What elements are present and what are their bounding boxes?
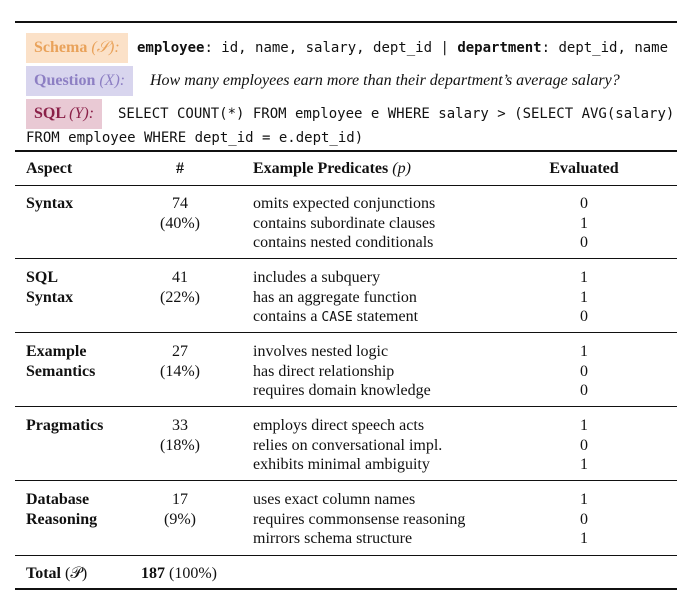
schema-text: employee: id, name, salary, dept_id | department: dept_id, name — [137, 40, 669, 56]
header-aspect: Aspect — [26, 160, 73, 177]
predicate-text — [253, 416, 424, 436]
predicate-text-part: contains a — [253, 308, 322, 325]
predicate-text-part: mirrors schema structure — [253, 530, 413, 547]
evaluated-value: 0 — [580, 362, 588, 380]
evaluated-value: 1 — [580, 288, 588, 306]
predicate-code: CASE — [321, 310, 353, 325]
aspect-label: SQL — [26, 269, 59, 286]
bottom-rule — [15, 588, 677, 590]
predicate-text — [253, 381, 431, 401]
evaluated-value: 1 — [580, 491, 588, 508]
sql-tag: SQL (Y): — [26, 99, 102, 129]
predicate-text — [253, 342, 388, 362]
total-label: Total (𝒫) — [26, 565, 88, 582]
count-value: 27 — [172, 343, 188, 360]
count-percent: (14%) — [160, 362, 200, 380]
row-divider — [15, 480, 677, 481]
predicate-text-part: has an aggregate function — [253, 288, 417, 306]
predicate-text-part: uses exact column names — [253, 491, 416, 508]
count-percent: (18%) — [160, 436, 200, 454]
predicate-text — [253, 268, 380, 288]
aspect-label: Database — [26, 491, 90, 508]
aspect-label: Example — [26, 343, 87, 360]
aspect-cell — [26, 194, 73, 214]
schema-tag: Schema (𝒮): — [26, 33, 128, 63]
predicate-text — [253, 436, 442, 456]
aspect-cell — [26, 416, 103, 436]
evaluated-value: 1 — [580, 456, 588, 473]
evaluated-value: 1 — [580, 530, 588, 547]
evaluated-value: 0 — [580, 195, 588, 212]
total-rule — [15, 555, 677, 556]
predicate-text-part: has direct relationship — [253, 362, 395, 380]
count-cell — [150, 268, 210, 307]
evaluated-value: 0 — [580, 382, 588, 399]
aspect-cell — [26, 268, 73, 307]
aspect-label: Reasoning — [26, 510, 98, 528]
sql-query-line-1: SELECT COUNT(*) FROM employee e WHERE salary > (SELECT AVG(salary) — [118, 106, 675, 122]
header-count: # — [176, 160, 184, 177]
header-predicates: Example Predicates (p) — [253, 160, 411, 177]
aspect-cell — [26, 490, 97, 529]
aspect-cell — [26, 342, 95, 381]
evaluated-value: 0 — [580, 234, 588, 251]
sql-query-line-2: FROM employee WHERE dept_id = e.dept_id) — [26, 130, 364, 146]
count-percent: (9%) — [164, 510, 196, 528]
count-percent: (22%) — [160, 288, 200, 306]
predicate-text-part: exhibits minimal ambiguity — [253, 456, 430, 473]
table-top-rule — [15, 150, 677, 152]
count-value: 33 — [172, 417, 188, 434]
count-percent: (40%) — [160, 214, 200, 232]
predicate-text — [253, 288, 417, 308]
question-tag: Question (X): — [26, 66, 133, 96]
predicate-text — [253, 455, 430, 475]
evaluated-value: 0 — [580, 510, 588, 528]
total-count: 187 (100%) — [141, 565, 217, 582]
predicate-text — [253, 362, 394, 382]
predicate-text — [253, 307, 418, 328]
evaluated-value: 1 — [580, 417, 588, 434]
aspect-label: Pragmatics — [26, 417, 104, 434]
predicate-text-part: includes a subquery — [253, 269, 381, 286]
predicate-text-part: relies on conversational impl. — [253, 436, 443, 454]
count-cell — [150, 416, 210, 455]
aspect-label: Semantics — [26, 362, 96, 380]
row-divider — [15, 258, 677, 259]
row-divider — [15, 332, 677, 333]
predicate-text-part: contains nested conditionals — [253, 234, 434, 251]
predicate-text-part: requires domain knowledge — [253, 382, 431, 399]
evaluated-value: 1 — [580, 343, 588, 360]
evaluated-value: 1 — [580, 214, 588, 232]
predicate-text — [253, 510, 465, 530]
row-divider — [15, 406, 677, 407]
evaluated-value: 0 — [580, 436, 588, 454]
predicate-text — [253, 529, 412, 549]
predicate-text — [253, 490, 415, 510]
evaluated-value: 1 — [580, 269, 588, 286]
predicate-text — [253, 233, 433, 253]
count-cell — [150, 490, 210, 529]
predicate-text-part: statement — [352, 308, 419, 325]
predicate-text — [253, 194, 435, 214]
evaluated-value: 0 — [580, 308, 588, 325]
count-value: 41 — [172, 269, 188, 286]
predicate-text — [253, 214, 435, 234]
question-text: How many employees earn more than their department’s average salary? — [150, 72, 620, 89]
predicate-text-part: involves nested logic — [253, 343, 389, 360]
predicate-text-part: employs direct speech acts — [253, 417, 425, 434]
predicate-text-part: contains subordinate clauses — [253, 214, 436, 232]
aspect-label: Syntax — [26, 288, 74, 306]
top-rule — [15, 21, 677, 23]
header-rule — [15, 185, 677, 186]
predicate-text-part: omits expected conjunctions — [253, 195, 436, 212]
predicate-text-part: requires commonsense reasoning — [253, 510, 466, 528]
aspect-label: Syntax — [26, 195, 74, 212]
count-value: 17 — [172, 491, 188, 508]
count-cell — [150, 194, 210, 233]
count-cell — [150, 342, 210, 381]
count-value: 74 — [172, 195, 188, 212]
header-evaluated: Evaluated — [549, 160, 619, 177]
